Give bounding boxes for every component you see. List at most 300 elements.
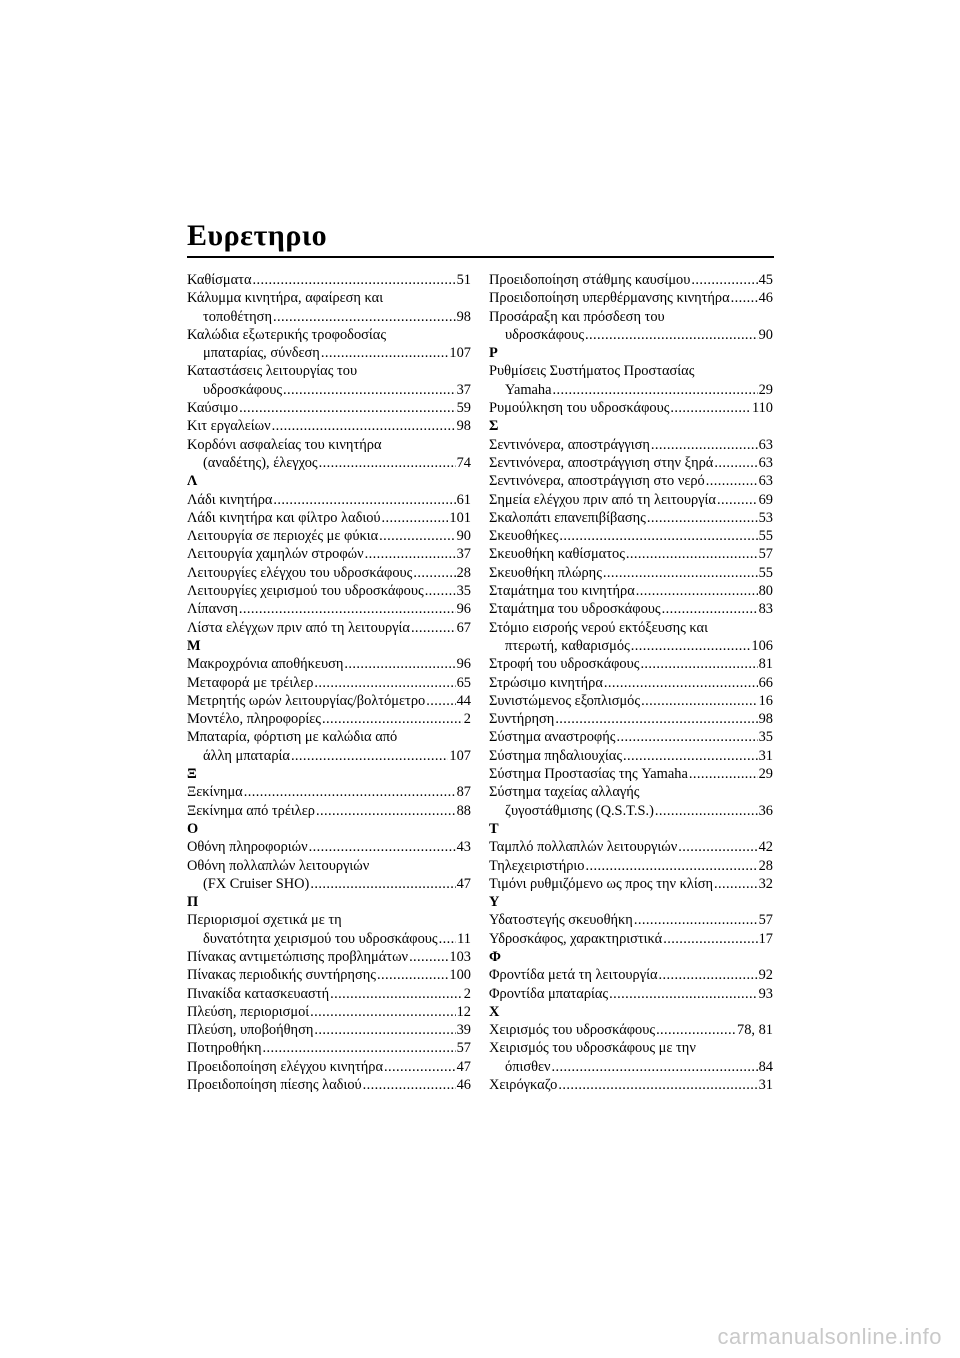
index-entry-line — [187, 271, 471, 289]
index-page-number: 35 — [758, 729, 773, 746]
index-entry-continuation — [489, 637, 773, 655]
index-letter-heading: Λ — [187, 473, 198, 490]
index-entry — [187, 857, 471, 894]
index-entry — [187, 491, 471, 509]
index-page-number: 92 — [758, 967, 773, 984]
dot-leader — [426, 692, 455, 710]
index-entry-text: Προσάραξη και πρόσδεση του — [489, 308, 665, 325]
index-page-number: 63 — [758, 473, 773, 490]
dot-leader — [273, 308, 456, 326]
index-entry-line — [489, 655, 773, 673]
index-entry-line — [489, 509, 773, 527]
dot-leader — [314, 1021, 455, 1039]
index-page-number: 59 — [456, 400, 471, 417]
index-entry-line — [489, 747, 773, 765]
index-entry-line — [187, 802, 471, 820]
index-entry — [187, 838, 471, 856]
dot-leader — [616, 728, 757, 746]
index-entry-continuation — [489, 1058, 773, 1076]
index-page-number: 51 — [456, 272, 471, 288]
index-page-number: 84 — [758, 1058, 773, 1075]
dot-leader — [409, 948, 448, 966]
index-entry — [187, 802, 471, 820]
index-entry-text: άλλη μπαταρία — [203, 747, 290, 764]
index-entry-text: Σεντινόνερα, αποστράγγιση — [489, 436, 650, 453]
dot-leader — [670, 399, 751, 417]
index-entry-text: Λειτουργία σε περιοχές με φύκια — [187, 528, 379, 545]
index-entry-text: Τηλεχειριστήριο — [489, 857, 585, 874]
dot-leader — [425, 582, 456, 600]
index-entry-line — [187, 857, 471, 875]
index-entry-line — [489, 783, 773, 801]
index-entry — [489, 1021, 773, 1039]
index-entry-text: πτερωτή, καθαρισμός — [505, 637, 630, 654]
dot-leader — [382, 509, 449, 527]
index-entry-continuation — [187, 308, 471, 326]
index-page-number: 45 — [758, 272, 773, 288]
index-entry — [489, 857, 773, 875]
index-entry-line — [489, 582, 773, 600]
index-entry-text: Οθόνη πολλαπλών λειτουργιών — [187, 857, 370, 874]
index-entry-text: Κιτ εργαλείων — [187, 418, 271, 435]
index-page-number: 46 — [456, 1077, 471, 1094]
dot-leader — [319, 454, 456, 472]
index-letter-heading: Π — [187, 894, 199, 911]
index-entry — [187, 399, 471, 417]
dot-leader — [641, 692, 758, 710]
index-page-number: 98 — [456, 308, 471, 325]
dot-leader — [310, 1003, 455, 1021]
index-entry-line — [489, 985, 773, 1003]
index-entry — [187, 783, 471, 801]
index-entry-text: Λάδι κινητήρα — [187, 491, 273, 508]
dot-leader — [659, 966, 758, 984]
index-letter-heading: Τ — [489, 820, 499, 837]
index-letter-heading: Υ — [489, 894, 500, 911]
index-page-number: 110 — [751, 400, 773, 417]
index-entry-text: Πλεύση, υποβοήθηση — [187, 1022, 314, 1039]
index-page-number: 63 — [758, 436, 773, 453]
dot-leader — [244, 783, 456, 801]
dot-leader — [717, 491, 758, 509]
dot-leader — [330, 985, 463, 1003]
dot-leader — [714, 875, 758, 893]
index-entry-line — [187, 838, 471, 856]
index-entry-line — [489, 289, 773, 307]
index-entry — [187, 966, 471, 984]
index-entry-text: Καύσιμο — [187, 400, 239, 417]
index-entry — [187, 527, 471, 545]
index-entry-text: Λίστα ελέγχων πριν από τη λειτουργία — [187, 619, 410, 636]
index-page-number: 31 — [758, 747, 773, 764]
index-entry — [489, 600, 773, 618]
index-entry-line — [489, 692, 773, 710]
index-entry — [187, 417, 471, 435]
index-entry-text: Σταμάτημα του υδροσκάφους — [489, 601, 661, 618]
index-page-number: 32 — [758, 875, 773, 892]
index-entry-text: Σκευοθήκη πλώρης — [489, 564, 602, 581]
index-entry-line — [187, 1039, 471, 1057]
index-entry — [187, 1021, 471, 1039]
index-page-number: 81 — [758, 656, 773, 673]
index-entry-line — [489, 564, 773, 582]
index-entry-line — [187, 674, 471, 692]
index-page-number: 55 — [758, 528, 773, 545]
index-entry-text: Πίνακας αντιμετώπισης προβλημάτων — [187, 948, 409, 965]
index-entry-line — [187, 985, 471, 1003]
index-entry — [489, 783, 773, 820]
index-entry — [489, 527, 773, 545]
index-letter-heading: Χ — [489, 1003, 500, 1020]
index-entry — [187, 1003, 471, 1021]
index-entry-text: Ταμπλό πολλαπλών λειτουργιών — [489, 839, 678, 856]
index-page-number: 35 — [456, 583, 471, 600]
index-entry-text: Σημεία ελέγχου πριν από τη λειτουργία — [489, 491, 716, 508]
index-page-number: 61 — [456, 491, 471, 508]
index-entry-text: Yamaha — [505, 381, 552, 398]
index-entry-line — [489, 600, 773, 618]
watermark: carmanualsonline.info — [717, 1324, 942, 1349]
index-entry-line — [489, 399, 773, 417]
index-entry — [187, 1039, 471, 1057]
dot-leader — [604, 674, 758, 692]
index-entry — [489, 875, 773, 893]
index-entry-line — [187, 1021, 471, 1039]
index-entry-line — [187, 911, 471, 929]
index-page-number: 47 — [456, 875, 471, 892]
index-page-number: 31 — [758, 1077, 773, 1094]
index-page-number: 36 — [758, 802, 773, 819]
index-entry-line — [187, 417, 471, 435]
dot-leader — [691, 271, 757, 289]
index-page-number: 39 — [456, 1022, 471, 1039]
index-entry — [489, 545, 773, 563]
index-entry-text: Κάλυμμα κινητήρα, αφαίρεση και — [187, 290, 384, 307]
index-entry-text: Κορδόνι ασφαλείας του κινητήρα — [187, 436, 382, 453]
index-entry — [187, 674, 471, 692]
index-entry — [489, 564, 773, 582]
index-entry-text: Πίνακας περιοδικής συντήρησης — [187, 967, 376, 984]
index-entry-line — [187, 710, 471, 728]
dot-leader — [384, 1058, 456, 1076]
index-page-number: 16 — [758, 692, 773, 709]
dot-leader — [609, 985, 758, 1003]
index-entry-text: Πλεύση, περιορισμοί — [187, 1003, 310, 1020]
index-entry-line — [489, 436, 773, 454]
index-entry-text: Καλώδια εξωτερικής τροφοδοσίας — [187, 326, 387, 343]
index-entry — [489, 509, 773, 527]
index-entry-continuation — [489, 326, 773, 344]
index-entry-text: Σύστημα αναστροφής — [489, 729, 616, 746]
dot-leader — [552, 1058, 758, 1076]
index-page-number: 55 — [758, 564, 773, 581]
index-entry-continuation — [489, 802, 773, 820]
index-entry — [489, 289, 773, 307]
index-entry-text: τοποθέτηση — [203, 308, 272, 325]
index-entry-text: Χειρόγκαζο — [489, 1077, 558, 1094]
index-entry-text: Μπαταρία, φόρτιση με καλώδια από — [187, 729, 398, 746]
index-entry-line — [489, 545, 773, 563]
dot-leader — [239, 399, 456, 417]
index-entry — [489, 472, 773, 490]
index-entry-line — [187, 728, 471, 746]
index-entry-line — [489, 1021, 773, 1039]
index-entry-text: Ξεκίνημα — [187, 784, 243, 801]
index-letter-heading: Φ — [489, 948, 501, 965]
index-entry — [489, 985, 773, 1003]
index-entry — [489, 436, 773, 454]
index-page-number: 28 — [758, 857, 773, 874]
index-entry — [489, 710, 773, 728]
index-entry-text: Χειρισμός του υδροσκάφους με την — [489, 1040, 696, 1057]
index-entry-line — [187, 399, 471, 417]
index-entry-text: Υδατοστεγής σκευοθήκη — [489, 912, 633, 929]
index-entry — [187, 619, 471, 637]
index-entry — [489, 911, 773, 929]
index-entry-line — [489, 454, 773, 472]
dot-leader — [239, 600, 456, 618]
index-entry-text: Οθόνη πληροφοριών — [187, 839, 308, 856]
index-entry — [187, 728, 471, 765]
index-entry-line — [489, 838, 773, 856]
index-entry-text: Μεταφορά με τρέιλερ — [187, 674, 314, 691]
index-entry-line — [187, 491, 471, 509]
index-entry — [187, 326, 471, 363]
dot-leader — [634, 911, 758, 929]
index-entry — [489, 728, 773, 746]
index-page-number: 88 — [456, 802, 471, 819]
index-page-number: 28 — [456, 564, 471, 581]
index-entry-text: Στόμιο εισροής νερού εκτόξευσης και — [489, 619, 708, 636]
dot-leader — [413, 564, 455, 582]
index-entry-text: Λάδι κινητήρα και φίλτρο λαδιού — [187, 509, 381, 526]
index-entry-text: (FX Cruiser SHO) — [203, 875, 310, 892]
dot-leader — [731, 289, 758, 307]
index-entry — [187, 655, 471, 673]
index-entry-line — [187, 545, 471, 563]
index-page-number: 83 — [758, 601, 773, 618]
index-entry — [187, 289, 471, 326]
index-entry — [187, 911, 471, 948]
index-entry — [489, 747, 773, 765]
index-entry-line — [489, 362, 773, 380]
index-page-number: 37 — [456, 381, 471, 398]
index-entry — [187, 1076, 471, 1094]
dot-leader — [553, 381, 758, 399]
index-entry-line — [489, 966, 773, 984]
index-entry-line — [489, 1039, 773, 1057]
index-entry-text: Μετρητής ωρών λειτουργίας/βολτόμετρο — [187, 692, 426, 709]
dot-leader — [689, 765, 758, 783]
index-entry — [489, 930, 773, 948]
index-entry-line — [187, 948, 471, 966]
index-page-number: 93 — [758, 985, 773, 1002]
index-entry-line — [489, 765, 773, 783]
dot-leader — [559, 527, 757, 545]
index-entry-text: Σταμάτημα του κινητήρα — [489, 583, 635, 600]
index-entry-text: Λειτουργία χαμηλών στροφών — [187, 546, 364, 563]
index-entry-text: Συνιστώμενος εξοπλισμός — [489, 692, 641, 709]
index-entry — [489, 308, 773, 345]
dot-leader — [678, 838, 757, 856]
dot-leader — [439, 930, 457, 948]
index-entry — [489, 765, 773, 783]
index-page-number: 29 — [758, 766, 773, 783]
index-page-number: 103 — [449, 948, 471, 965]
dot-leader — [585, 326, 758, 344]
index-page-number: 2 — [463, 711, 471, 728]
index-page-number: 107 — [449, 747, 471, 764]
index-entry-text: Προειδοποίηση ελέγχου κινητήρα — [187, 1058, 383, 1075]
dot-leader — [363, 1076, 456, 1094]
index-entry-line — [489, 728, 773, 746]
index-entry — [489, 399, 773, 417]
index-entry-text: Καταστάσεις λειτουργίας του — [187, 363, 358, 380]
dot-leader — [585, 857, 757, 875]
dot-leader — [262, 1039, 455, 1057]
index-entry-text: Σκαλοπάτι επανεπιβίβασης — [489, 509, 646, 526]
index-entry-line — [489, 1076, 773, 1094]
index-page-number: 87 — [456, 784, 471, 801]
index-entry-text: Ξεκίνημα από τρέιλερ — [187, 802, 315, 819]
index-entry-text: Σύστημα ταχείας αλλαγής — [489, 784, 640, 801]
index-page-number: 106 — [751, 637, 773, 654]
index-entry-text: Προειδοποίηση στάθμης καυσίμου — [489, 272, 691, 288]
index-entry-line — [489, 271, 773, 289]
index-entry — [187, 985, 471, 1003]
index-page-number: 101 — [449, 509, 471, 526]
index-page-number: 2 — [463, 985, 471, 1002]
index-entry — [187, 948, 471, 966]
index-entry-text: Χειρισμός του υδροσκάφους — [489, 1022, 656, 1039]
index-entry-line — [489, 527, 773, 545]
index-entry-line — [489, 472, 773, 490]
index-entry-text: όπισθεν — [505, 1058, 551, 1075]
dot-leader — [253, 271, 456, 289]
index-entry-line — [187, 619, 471, 637]
index-entry-text: Στρώσιμο κινητήρα — [489, 674, 603, 691]
dot-leader — [309, 838, 456, 856]
index-page-number: 74 — [456, 454, 471, 471]
index-entry-continuation — [187, 344, 471, 362]
index-entry-text: Φροντίδα μπαταρίας — [489, 985, 609, 1002]
index-entry-line — [187, 436, 471, 454]
index-entry — [489, 692, 773, 710]
index-letter-heading: Ξ — [187, 766, 197, 783]
index-entry-text: (αναδέτης), έλεγχος — [203, 454, 318, 471]
dot-leader — [291, 747, 448, 765]
index-entry — [187, 692, 471, 710]
index-entry-text: Σεντινόνερα, αποστράγγιση στην ξηρά — [489, 454, 714, 471]
index-entry-text: ζυγοστάθμισης (Q.S.T.S.) — [505, 802, 654, 819]
index-entry-text: Προειδοποίηση πίεσης λαδιού — [187, 1077, 362, 1094]
index-page-number: 17 — [758, 930, 773, 947]
index-page-number: 100 — [449, 967, 471, 984]
index-entry-line — [187, 966, 471, 984]
index-entry — [187, 582, 471, 600]
index-entry — [489, 619, 773, 656]
index-entry — [187, 545, 471, 563]
dot-leader — [706, 472, 758, 490]
index-entry-text: δυνατότητα χειρισμού του υδροσκάφους — [203, 930, 438, 947]
index-entry — [187, 362, 471, 399]
index-letter-heading: Μ — [187, 637, 201, 654]
index-entry-line — [187, 527, 471, 545]
index-entry-line — [489, 674, 773, 692]
index-entry-text: Συντήρηση — [489, 711, 555, 728]
dot-leader — [640, 655, 757, 673]
index-entry-continuation — [489, 381, 773, 399]
page-title: Ευρετηριο — [187, 219, 328, 252]
index-entry-text: Φροντίδα μετά τη λειτουργία — [489, 967, 658, 984]
index-entry-line — [187, 1003, 471, 1021]
index-entry-line — [489, 930, 773, 948]
index-page-number: 98 — [758, 711, 773, 728]
dot-leader — [377, 966, 448, 984]
dot-leader — [322, 710, 463, 728]
index-page-number: 53 — [758, 509, 773, 526]
dot-leader — [626, 545, 758, 563]
dot-leader — [316, 802, 456, 820]
index-entry-continuation — [187, 454, 471, 472]
index-page-number: 42 — [758, 839, 773, 856]
index-entry-line — [489, 875, 773, 893]
index-column-left — [187, 271, 471, 1094]
dot-leader — [636, 582, 758, 600]
index-page-number: 98 — [456, 418, 471, 435]
index-entry-text: υδροσκάφους — [203, 381, 283, 398]
index-entry-line — [187, 692, 471, 710]
index-entry — [489, 655, 773, 673]
index-entry-text: Λίπανση — [187, 601, 238, 618]
index-entry — [489, 271, 773, 289]
index-entry — [489, 362, 773, 399]
index-entry-text: Μακροχρόνια αποθήκευση — [187, 656, 344, 673]
dot-leader — [411, 619, 456, 637]
index-page-number: 57 — [758, 546, 773, 563]
index-entry-text: Ρυθμίσεις Συστήματος Προστασίας — [489, 363, 695, 380]
index-entry-line — [489, 491, 773, 509]
index-entry — [187, 710, 471, 728]
dot-leader — [321, 344, 449, 362]
index-page-number: 69 — [758, 491, 773, 508]
index-entry-text: υδροσκάφους — [505, 326, 585, 343]
index-entry-line — [187, 326, 471, 344]
index-entry-text: Πινακίδα κατασκευαστή — [187, 985, 330, 1002]
dot-leader — [558, 1076, 757, 1094]
index-page-number: 46 — [758, 290, 773, 307]
index-letter-heading: Σ — [489, 418, 499, 435]
dot-leader — [603, 564, 758, 582]
index-entry-text: Ρυμούλκηση του υδροσκάφους — [489, 400, 670, 417]
index-page-number: 11 — [457, 930, 471, 947]
index-entry — [187, 509, 471, 527]
index-page-number: 107 — [449, 345, 471, 362]
index-entry — [489, 454, 773, 472]
index-page-number: 78, 81 — [737, 1022, 773, 1039]
index-entry-text: Σκευοθήκη καθίσματος — [489, 546, 625, 563]
index-entry-text: Τιμόνι ρυθμιζόμενο ως προς την κλίση — [489, 875, 714, 892]
dot-leader — [623, 747, 758, 765]
index-entry — [489, 1039, 773, 1076]
dot-leader — [365, 545, 456, 563]
index-entry-line — [187, 1076, 471, 1094]
dot-leader — [283, 381, 456, 399]
index-entry-line — [187, 509, 471, 527]
index-entry — [489, 838, 773, 856]
index-entry-line — [187, 600, 471, 618]
index-page-number: 43 — [456, 839, 471, 856]
